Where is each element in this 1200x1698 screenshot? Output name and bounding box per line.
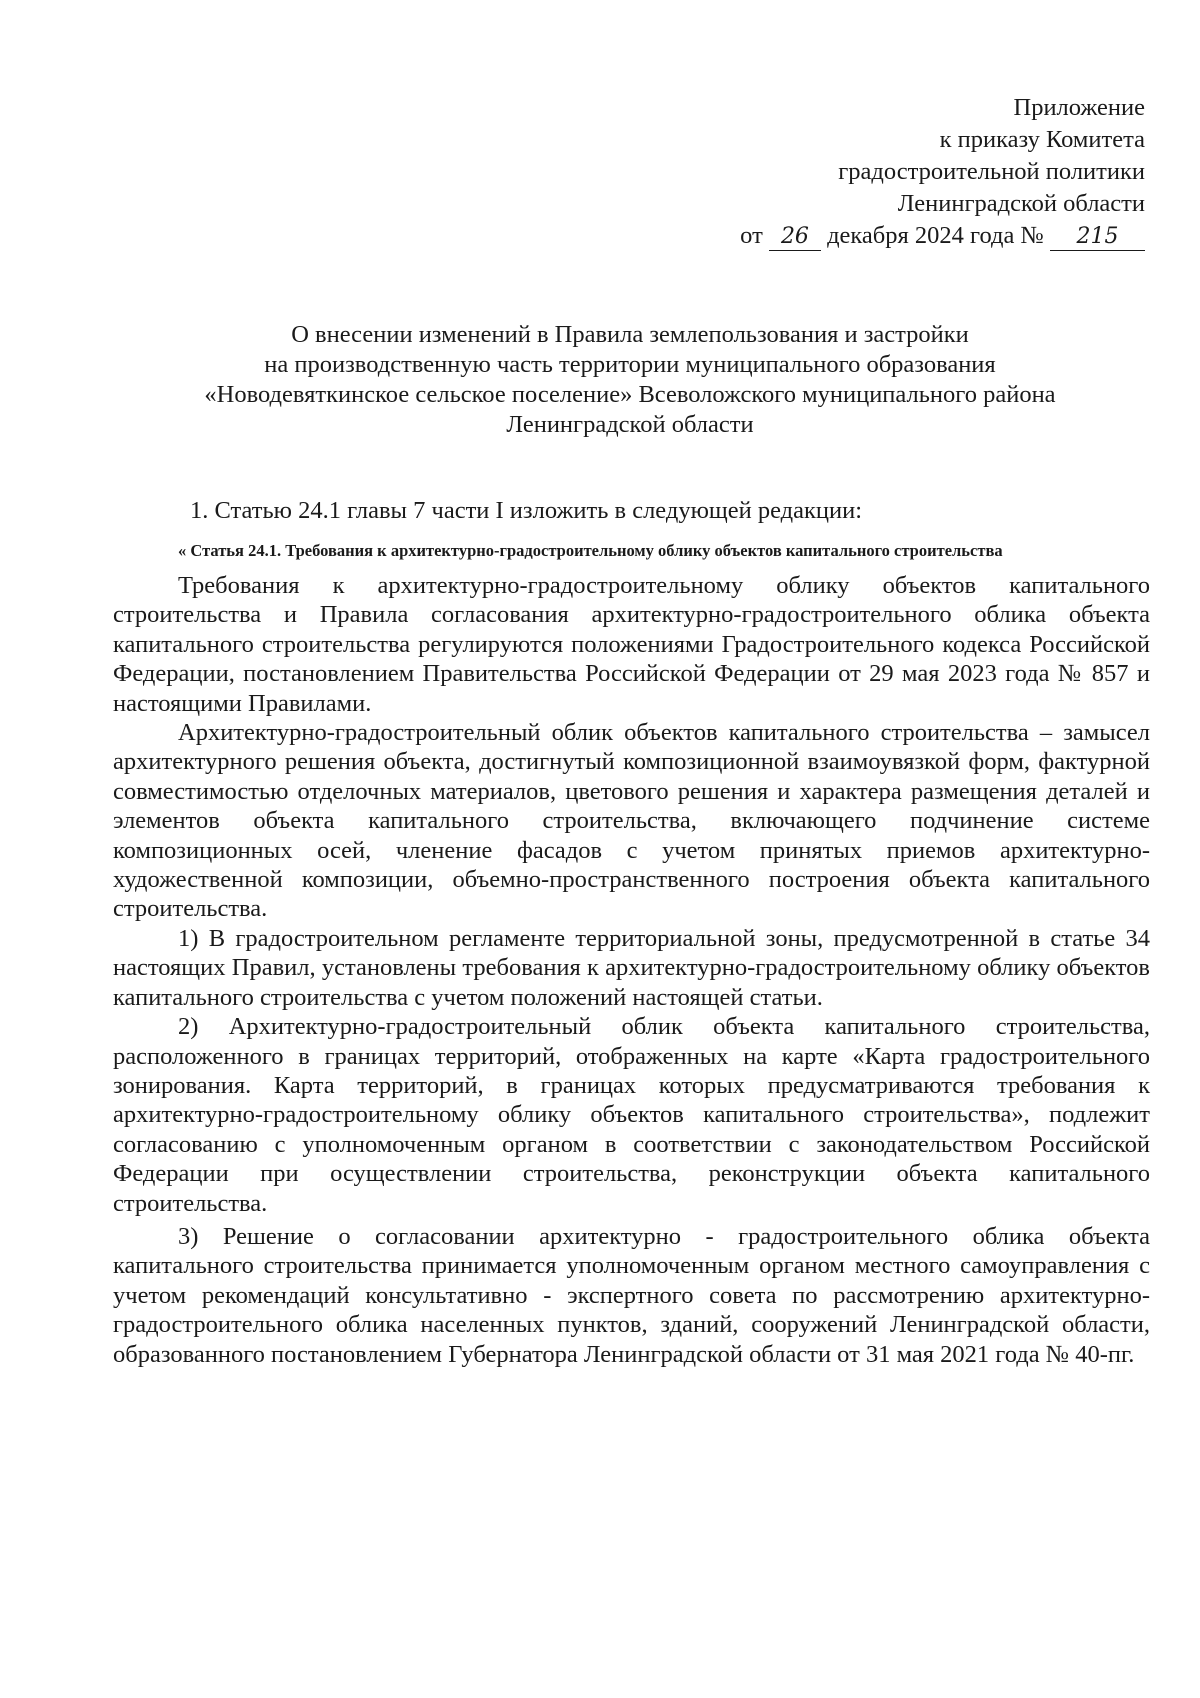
appendix-line-3: градостроительной политики xyxy=(838,158,1145,185)
title-line-3: «Новодевяткинское сельское поселение» Всеволожского муниципального района xyxy=(204,381,1056,408)
order-number-handwritten: 215 xyxy=(1050,224,1145,251)
paragraph-point-2: 2) Архитектурно-градостроительный облик объекта капитального строительства, расположенного в границах территорий, отображенных на карте «Карта градостроительного зонирования. Карта территорий, в границах которых предусматриваются требования к архитектурно-градостроительному облику объектов капитального строительства», подлежит согласованию с уполномоченным органом в соответствии с законодательством Российской Федерации при осуществлении строительства, реконструкции объекта капитального строительства. xyxy=(113,1013,1150,1217)
paragraph-point-1: 1) В градостроительном регламенте территориальной зоны, предусмотренной в статье 34 настоящих Правил, установлены требования к архитектурно-градостроительному облику объектов капитального строительства с учетом положений настоящей статьи. xyxy=(113,924,1150,1011)
date-prefix: от xyxy=(740,222,763,249)
appendix-line-1: Приложение xyxy=(1013,94,1145,121)
appendix-line-4: Ленинградской области xyxy=(897,190,1145,217)
paragraph-definition: Архитектурно-градостроительный облик объектов капитального строительства – замысел архитектурного решения объекта, достигнутый композиционной взаимоувязкой форм, фактурной совместимостью отделочных материалов, цветового решения и характера размещения деталей и элементов объекта капитального строительства, включающего подчинение системе композиционных осей, членение фасадов с учетом принятых приемов архитектурно-художественной композиции, объемно-пространственного построения объекта капитального строительства. xyxy=(113,719,1150,923)
date-day-handwritten: 26 xyxy=(769,224,821,251)
paragraph-requirements: Требования к архитектурно-градостроительному облику объектов капитального строительства и Правила согласования архитектурно-градостроительного облика объекта капитального строительства регулируются положениями Градостроительного кодекса Российской Федерации, постановлением Правительства Российской Федерации от 29 мая 2023 года № 857 и настоящими Правилами. xyxy=(113,572,1150,717)
appendix-block xyxy=(740,92,1145,252)
appendix-line-2: к приказу Комитета xyxy=(939,126,1145,153)
appendix-date-line xyxy=(740,220,1145,252)
document-body xyxy=(113,496,1150,1369)
title-line-4: Ленинградской области xyxy=(506,411,754,438)
title-line-1: О внесении изменений в Правила землепользования и застройки xyxy=(291,321,969,348)
item-1: 1. Статью 24.1 главы 7 части I изложить в следующей редакции: xyxy=(190,497,863,524)
date-middle: декабря 2024 года № xyxy=(827,222,1044,249)
document-title xyxy=(110,320,1150,440)
title-line-2: на производственную часть территории муниципального образования xyxy=(264,351,996,378)
paragraph-point-3: 3) Решение о согласовании архитектурно - градостроительного облика объекта капитального строительства принимается уполномоченным органом местного самоуправления с учетом рекомендаций консультативно - экспертного совета по рассмотрению архитектурно-градостроительного облика населенных пунктов, зданий, сооружений Ленинградской области, образованного постановлением Губернатора Ленинградской области от 31 мая 2021 года № 40-пг. xyxy=(113,1222,1150,1368)
article-heading: « Статья 24.1. Требования к архитектурно-градостроительному облику объектов капитального строительства xyxy=(178,541,1003,560)
